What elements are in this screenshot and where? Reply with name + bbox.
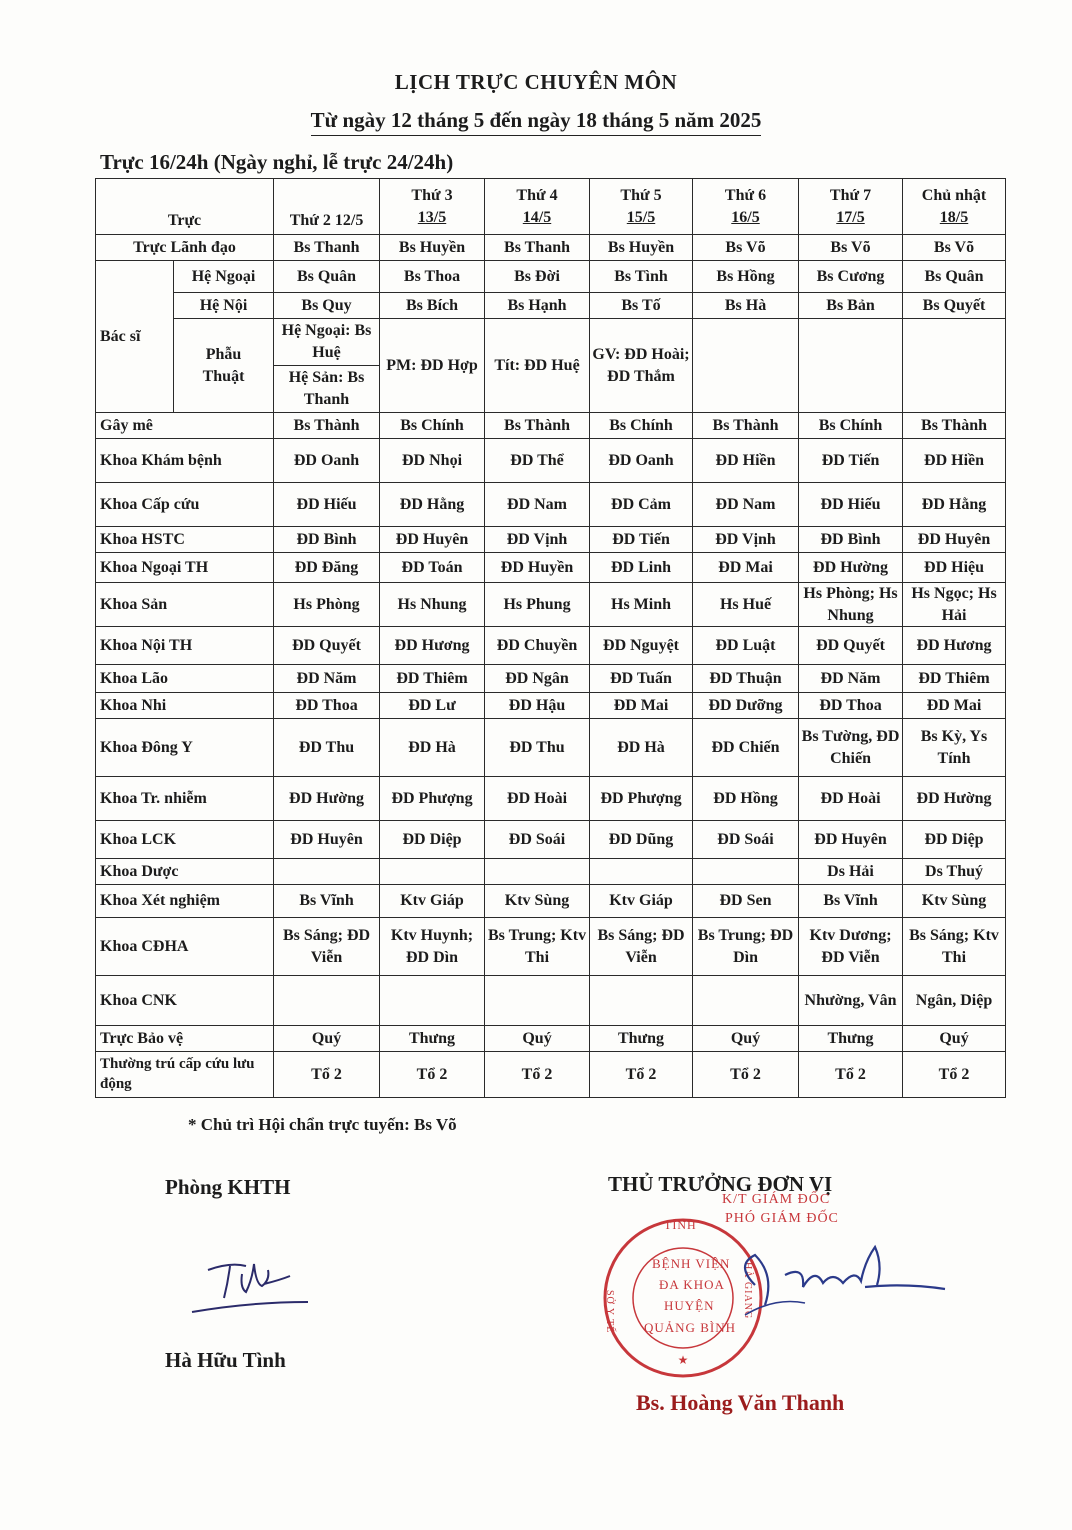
cell: Hs Phòng [274,583,380,627]
table-row [96,821,1006,859]
cell [903,319,1006,413]
cell: ĐD Nam [693,483,799,527]
seal-text-4: QUẢNG BÌNH [644,1320,736,1335]
cell: Quý [274,1026,380,1052]
cell: Bs Sáng; Ktv Thi [903,918,1006,976]
cell [380,976,485,1026]
row-label: Khoa Xét nghiệm [96,885,274,918]
cell: ĐD Hà [380,719,485,777]
cell: GV: ĐD Hoài; ĐD Thắm [590,319,693,413]
cell: ĐD Diệp [380,821,485,859]
seal-text-1: BỆNH VIỆN [652,1256,731,1271]
cell: ĐD Tiến [590,527,693,553]
cell: Bs Vĩnh [274,885,380,918]
stamp-role-line1: K/T GIÁM ĐỐC [722,1192,831,1207]
cell: ĐD Bình [274,527,380,553]
right-signer-title: THỦ TRƯỞNG ĐƠN VỊ [608,1172,833,1196]
cell: Tổ 2 [485,1052,590,1098]
cell: Bs Trung; ĐD Dìn [693,918,799,976]
cell: ĐD Năm [274,665,380,693]
cell: Bs Hồng [693,261,799,293]
cell: Tổ 2 [590,1052,693,1098]
cell: Bs Bích [380,293,485,319]
cell: ĐD Mai [590,693,693,719]
row-label: Thường trú cấp cứu lưu động [96,1052,274,1098]
cell: ĐD Tiến [799,439,903,483]
cell: Bs Chính [590,413,693,439]
cell: ĐD Nguyệt [590,627,693,665]
cell: ĐD Bình [799,527,903,553]
cell [693,976,799,1026]
row-label: Khoa Sản [96,583,274,627]
day-header: Thứ 3 13/5 [380,179,485,235]
cell: Bs Bản [799,293,903,319]
cell: Bs Huyền [380,235,485,261]
table-row [96,665,1006,693]
table-row [96,583,1006,627]
row-label: Khoa Ngoại TH [96,553,274,583]
cell: ĐD Huyên [380,527,485,553]
left-signer-title: Phòng KHTH [165,1175,291,1199]
seal-ring-left: SỞ Y TẾ [604,1290,615,1334]
row-label: Trực Bảo vệ [96,1026,274,1052]
cell: Ktv Giáp [590,885,693,918]
row-label: Bác sĩ [96,261,174,413]
cell: ĐD Hoài [485,777,590,821]
cell: Ktv Huynh; ĐD Dìn [380,918,485,976]
cell: Bs Hạnh [485,293,590,319]
row-sublabel: Hệ Ngoại [174,261,274,293]
row-label: Gây mê [96,413,274,439]
cell: ĐD Dưỡng [693,693,799,719]
cell: ĐD Sen [693,885,799,918]
cell: ĐD Hường [903,777,1006,821]
cell: Bs Tố [590,293,693,319]
cell: Hs Minh [590,583,693,627]
cell: Tổ 2 [693,1052,799,1098]
day-header: Thứ 2 12/5 [274,179,380,235]
cell: Bs Kỳ, Ys Tính [903,719,1006,777]
footnote: * Chủ trì Hội chẩn trực tuyến: Bs Võ [188,1115,457,1134]
cell: Tổ 2 [380,1052,485,1098]
cell: ĐD Thể [485,439,590,483]
stamp-role-line2: PHÓ GIÁM ĐỐC [725,1211,839,1226]
cell: ĐD Hiếu [799,483,903,527]
cell: Bs Vĩnh [799,885,903,918]
table-row [96,859,1006,885]
cell: ĐD Dũng [590,821,693,859]
cell [485,976,590,1026]
cell: Bs Trung; Ktv Thi [485,918,590,976]
cell: Thưng [799,1026,903,1052]
cell: ĐD Năm [799,665,903,693]
row-label: Khoa CĐHA [96,918,274,976]
cell: Ds Hải [799,859,903,885]
cell: ĐD Chuyền [485,627,590,665]
page-title: LỊCH TRỰC CHUYÊN MÔN [394,70,678,94]
cell: Bs Chính [799,413,903,439]
cell: ĐD Thu [274,719,380,777]
table-row [96,627,1006,665]
cell: ĐD Huyên [799,821,903,859]
row-label: Khoa Nhi [96,693,274,719]
cell: ĐD Mai [903,693,1006,719]
seal-ring-top: TỈNH [664,1218,697,1232]
row-label: Khoa Dược [96,859,274,885]
corner-cell: Trực [96,179,274,235]
cell: ĐD Oanh [590,439,693,483]
cell: Bs Đời [485,261,590,293]
cell: ĐD Phượng [590,777,693,821]
seal-text-3: HUYỆN [664,1298,715,1313]
day-header: Thứ 6 16/5 [693,179,799,235]
cell: Quý [693,1026,799,1052]
cell: ĐD Lư [380,693,485,719]
cell: Bs Thanh [274,235,380,261]
cell: Bs Thành [485,413,590,439]
row-sublabel: Phẫu Thuật [174,319,274,413]
cell: ĐD Hằng [903,483,1006,527]
schedule-table [95,178,1006,1098]
cell: Ds Thuý [903,859,1006,885]
cell: Thưng [380,1026,485,1052]
cell: ĐD Hương [380,627,485,665]
signature-right [715,1225,955,1335]
cell: Hs Ngọc; Hs Hải [903,583,1006,627]
row-label: Trực Lãnh đạo [96,235,274,261]
cell: Bs Tường, ĐD Chiến [799,719,903,777]
cell: ĐD Hằng [380,483,485,527]
cell: ĐD Quyết [799,627,903,665]
table-row [96,293,1006,319]
cell: ĐD Toán [380,553,485,583]
cell: Ktv Dương; ĐD Viễn [799,918,903,976]
cell: Bs Quân [274,261,380,293]
cell [693,859,799,885]
table-row [96,527,1006,553]
cell: ĐD Huyên [903,527,1006,553]
table-row [96,777,1006,821]
cell: Hs Phung [485,583,590,627]
cell: Tổ 2 [903,1052,1006,1098]
day-header: Chủ nhật 18/5 [903,179,1006,235]
cell: ĐD Vịnh [693,527,799,553]
cell: Tổ 2 [799,1052,903,1098]
cell: Bs Cương [799,261,903,293]
cell: ĐD Tuấn [590,665,693,693]
cell: ĐD Hiền [903,439,1006,483]
right-signer-name: Bs. Hoàng Văn Thanh [636,1390,845,1415]
cell: ĐD Hường [274,777,380,821]
cell [590,859,693,885]
cell: ĐD Hồng [693,777,799,821]
cell: Bs Quy [274,293,380,319]
cell: ĐD Huyên [274,821,380,859]
cell: ĐD Thiêm [903,665,1006,693]
cell: Tít: ĐD Huệ [485,319,590,413]
cell: Nhường, Vân [799,976,903,1026]
cell: ĐD Nhọi [380,439,485,483]
cell: Bs Tình [590,261,693,293]
date-range: Từ ngày 12 tháng 5 đến ngày 18 tháng 5 năm 2025 [0,108,1072,136]
seal-ring-right: HÀ GIANG [742,1262,753,1320]
cell: ĐD Huyền [485,553,590,583]
cell: ĐD Đăng [274,553,380,583]
table-row [96,439,1006,483]
cell: Hs Nhung [380,583,485,627]
cell [799,319,903,413]
cell: ĐD Diệp [903,821,1006,859]
cell: ĐD Cảm [590,483,693,527]
table-row [96,483,1006,527]
cell: Hệ Ngoại: Bs Huệ [274,319,380,366]
cell: Bs Thành [693,413,799,439]
cell: Bs Võ [693,235,799,261]
cell: ĐD Thoa [274,693,380,719]
cell: Bs Quyết [903,293,1006,319]
cell: Bs Thành [903,413,1006,439]
table-row [96,319,1006,366]
cell: ĐD Luật [693,627,799,665]
cell: Ktv Sùng [903,885,1006,918]
cell: Thưng [590,1026,693,1052]
cell: PM: ĐD Hợp [380,319,485,413]
row-label: Khoa Cấp cứu [96,483,274,527]
row-label: Khoa LCK [96,821,274,859]
table-row [96,693,1006,719]
cell: ĐD Thu [485,719,590,777]
left-signer-name: Hà Hữu Tình [165,1348,286,1372]
cell: ĐD Hiếu [274,483,380,527]
cell: Bs Huyền [590,235,693,261]
cell: ĐD Phượng [380,777,485,821]
cell: ĐD Hoài [799,777,903,821]
cell: ĐD Soái [693,821,799,859]
cell: ĐD Thuận [693,665,799,693]
row-label: Khoa CNK [96,976,274,1026]
cell: Bs Sáng; ĐD Viễn [274,918,380,976]
cell [485,859,590,885]
cell: ĐD Oanh [274,439,380,483]
row-sublabel: Hệ Nội [174,293,274,319]
cell: ĐD Chiến [693,719,799,777]
table-row [96,1026,1006,1052]
cell: ĐD Hương [903,627,1006,665]
cell [693,319,799,413]
table-row [96,553,1006,583]
cell: ĐD Hiệu [903,553,1006,583]
cell: ĐD Soái [485,821,590,859]
row-label: Khoa Khám bệnh [96,439,274,483]
row-label: Khoa Lão [96,665,274,693]
cell: Bs Thanh [485,235,590,261]
table-row [96,413,1006,439]
cell: Tổ 2 [274,1052,380,1098]
table-row [96,885,1006,918]
seal-text-2: ĐA KHOA [659,1277,725,1292]
cell [274,859,380,885]
cell: ĐD Hậu [485,693,590,719]
table-row [96,918,1006,976]
row-label: Khoa Nội TH [96,627,274,665]
cell: Hệ Sản: Bs Thanh [274,366,380,413]
cell: ĐD Nam [485,483,590,527]
header-row [96,179,1006,235]
cell [380,859,485,885]
cell: ĐD Mai [693,553,799,583]
seal-star: ★ [677,1353,689,1367]
row-label: Khoa Tr. nhiễm [96,777,274,821]
cell [274,976,380,1026]
cell: Bs Chính [380,413,485,439]
cell: Hs Phòng; Hs Nhung [799,583,903,627]
cell: Bs Võ [903,235,1006,261]
cell: ĐD Thiêm [380,665,485,693]
cell: Quý [903,1026,1006,1052]
cell: Ktv Giáp [380,885,485,918]
cell: Ktv Sùng [485,885,590,918]
cell: ĐD Ngân [485,665,590,693]
row-label: Khoa Đông Y [96,719,274,777]
cell: Ngân, Diệp [903,976,1006,1026]
signature-left [190,1240,320,1320]
day-header: Thứ 5 15/5 [590,179,693,235]
cell: Bs Sáng; ĐD Viễn [590,918,693,976]
cell [590,976,693,1026]
cell: ĐD Quyết [274,627,380,665]
cell: Bs Quân [903,261,1006,293]
table-row [96,1052,1006,1098]
cell: ĐD Linh [590,553,693,583]
day-header: Thứ 4 14/5 [485,179,590,235]
cell: Bs Võ [799,235,903,261]
table-row [96,235,1006,261]
cell: ĐD Vịnh [485,527,590,553]
table-row [96,976,1006,1026]
cell: Quý [485,1026,590,1052]
table-row [96,261,1006,293]
cell: Bs Hà [693,293,799,319]
cell: ĐD Thoa [799,693,903,719]
cell: ĐD Hà [590,719,693,777]
row-label: Khoa HSTC [96,527,274,553]
cell: ĐD Hiền [693,439,799,483]
table-row [96,719,1006,777]
shift-note: Trực 16/24h (Ngày nghỉ, lễ trực 24/24h) [100,150,454,174]
cell: Bs Thành [274,413,380,439]
cell: ĐD Hường [799,553,903,583]
cell: Hs Huế [693,583,799,627]
cell: Bs Thoa [380,261,485,293]
day-header: Thứ 7 17/5 [799,179,903,235]
